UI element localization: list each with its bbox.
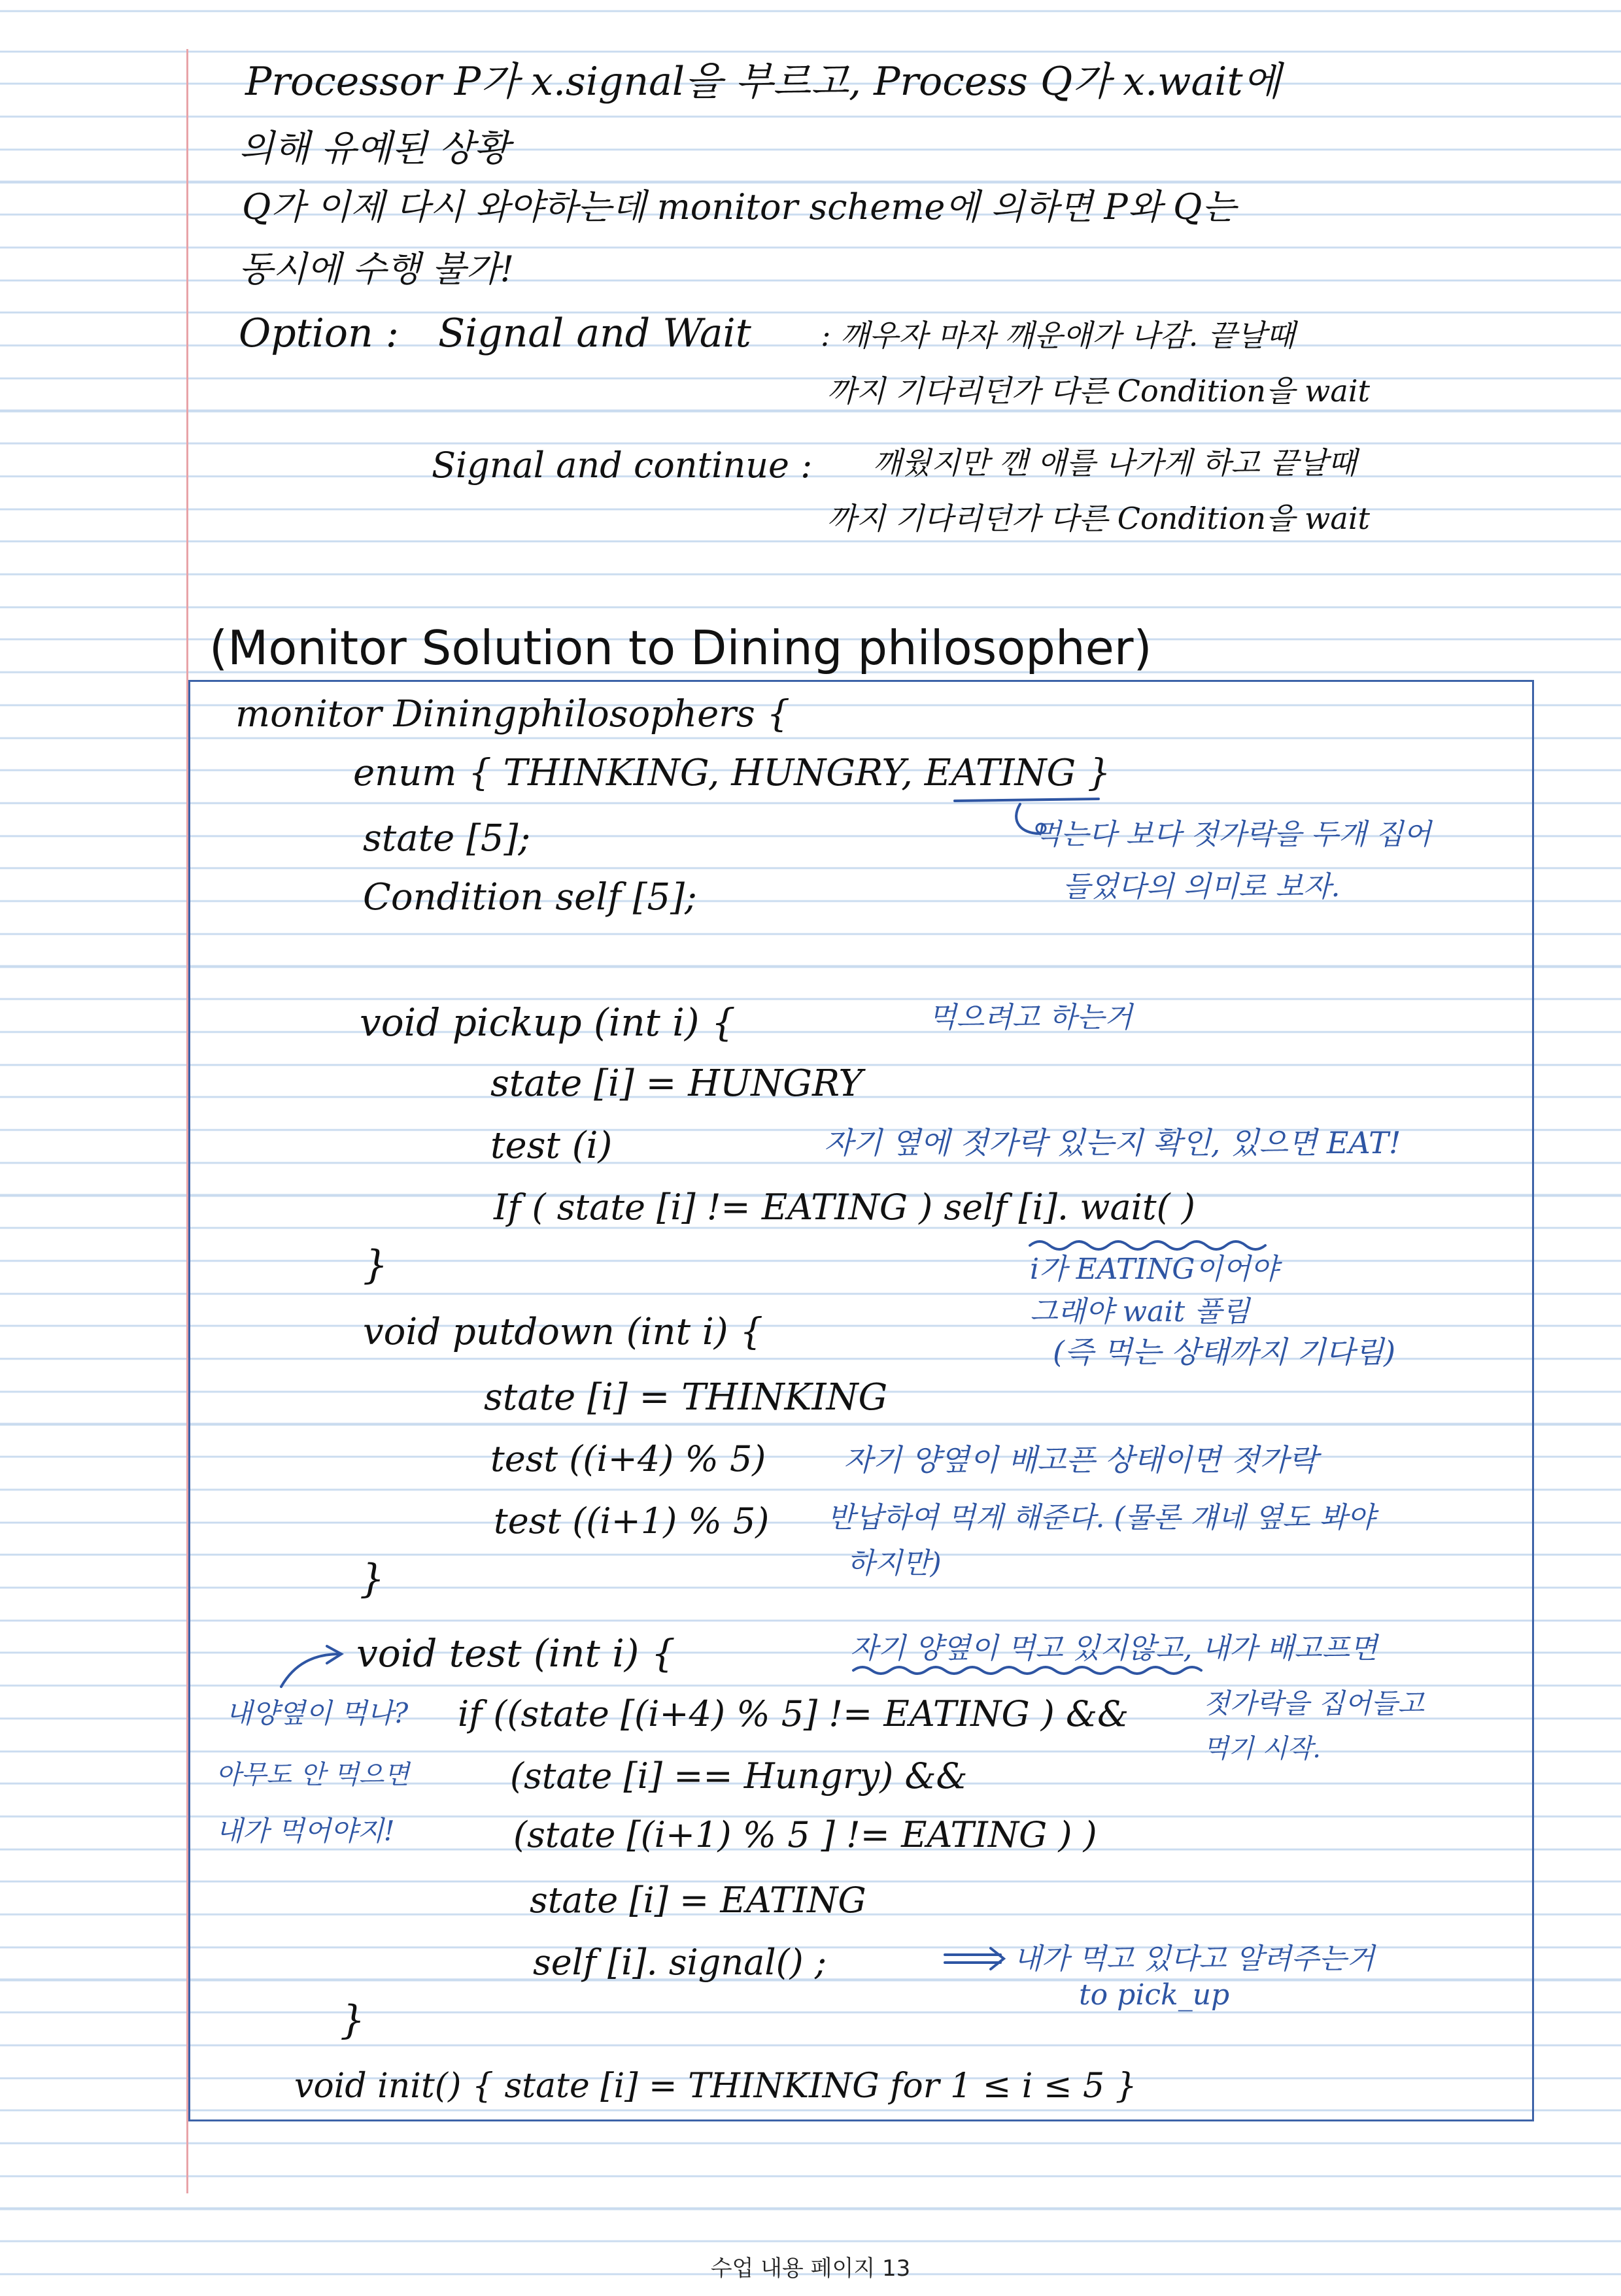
annotation-note: 내가 먹어야지! — [216, 1815, 395, 1847]
annotation-note: 먹기 시작. — [1203, 1734, 1321, 1764]
signal-and-wait-desc: : 깨우자 마자 깨운애가 나감. 끝날때 — [821, 318, 1295, 353]
annotation-note: 하지만) — [847, 1547, 942, 1580]
code-line: void pickup (int i) { — [360, 1000, 736, 1045]
section-heading: (Monitor Solution to Dining philosopher) — [209, 620, 1152, 675]
annotation-note: 자기 양옆이 배고픈 상태이면 젓가락 — [844, 1442, 1318, 1477]
intro-line: Processor P가 x.signal을 부르고, Process Q가 x.wait에 — [245, 59, 1281, 105]
code-line: (state [i] == Hungry) && — [510, 1755, 968, 1797]
annotation-note: 그래야 wait 풀림 — [1030, 1295, 1250, 1328]
signal-and-continue-term: Signal and continue : — [432, 445, 813, 486]
annotation-note: 아무도 안 먹으면 — [216, 1760, 409, 1790]
code-line: test ((i+4) % 5) — [490, 1438, 766, 1479]
signal-and-continue-desc: 깨웠지만 깬 애를 나가게 하고 끝날때 — [873, 445, 1357, 481]
signal-and-wait-desc: 까지 기다리던가 다른 Condition을 wait — [827, 373, 1371, 409]
annotation-note: 내가 먹고 있다고 알려주는거 — [1014, 1942, 1375, 1976]
code-line: (state [(i+1) % 5 ] != EATING ) ) — [513, 1814, 1097, 1855]
annotation-note: 먹는다 보다 젓가락을 두개 집어 — [1033, 818, 1431, 851]
code-line: void init() { state [i] = THINKING for 1 ≤ i ≤ 5 } — [294, 2067, 1137, 2106]
annotation-note: 내양옆이 먹나? — [226, 1697, 409, 1729]
code-line: If ( state [i] != EATING ) self [i]. wait( ) — [494, 1187, 1195, 1228]
annotation-note: to pick_up — [1079, 1978, 1230, 2012]
page-footer: 수업 내용 페이지 13 — [710, 2255, 911, 2282]
code-line: state [i] = HUNGRY — [490, 1062, 863, 1105]
code-line: void putdown (int i) { — [363, 1311, 764, 1353]
annotation-note: 자기 옆에 젓가락 있는지 확인, 있으면 EAT! — [824, 1125, 1401, 1160]
signal-and-wait-term: Signal and Wait — [438, 311, 751, 356]
code-line: test ((i+1) % 5) — [494, 1500, 770, 1542]
code-line: monitor Diningphilosophers { — [235, 693, 791, 735]
intro-line: 동시에 수행 불가! — [239, 248, 515, 290]
annotation-note: 자기 양옆이 먹고 있지않고, 내가 배고프면 — [850, 1632, 1378, 1665]
code-line: state [i] = THINKING — [484, 1376, 888, 1419]
code-line: } — [340, 1997, 366, 2043]
annotation-note: i가 EATING이어야 — [1030, 1253, 1278, 1286]
annotation-note: 반납하여 먹게 해준다. (물론 걔네 옆도 봐야 — [827, 1501, 1375, 1534]
code-line: state [5]; — [363, 817, 531, 860]
code-line: test (i) — [490, 1124, 613, 1167]
code-line: void test (int i) { — [356, 1631, 675, 1676]
code-line: } — [363, 1242, 388, 1288]
code-line: if ((state [(i+4) % 5] != EATING ) && — [458, 1693, 1129, 1734]
signal-and-continue-desc: 까지 기다리던가 다른 Condition을 wait — [827, 501, 1371, 536]
code-line: Condition self [5]; — [363, 876, 697, 919]
code-line: } — [360, 1556, 385, 1602]
code-line: state [i] = EATING — [530, 1880, 866, 1921]
option-label: Option : — [239, 311, 399, 356]
intro-line: 의해 유예된 상황 — [239, 127, 510, 170]
annotation-note: 들었다의 의미로 보자. — [1063, 870, 1340, 903]
annotation-note: 젓가락을 집어들고 — [1203, 1687, 1424, 1719]
code-line: self [i]. signal() ; — [533, 1942, 827, 1983]
intro-line: Q가 이제 다시 와야하는데 monitor scheme에 의하면 P와 Q는 — [242, 186, 1237, 228]
annotation-note: 먹으려고 하는거 — [929, 1001, 1133, 1034]
code-line: enum { THINKING, HUNGRY, EATING } — [353, 752, 1111, 794]
annotation-note: (즉 먹는 상태까지 기다림) — [1053, 1334, 1396, 1370]
